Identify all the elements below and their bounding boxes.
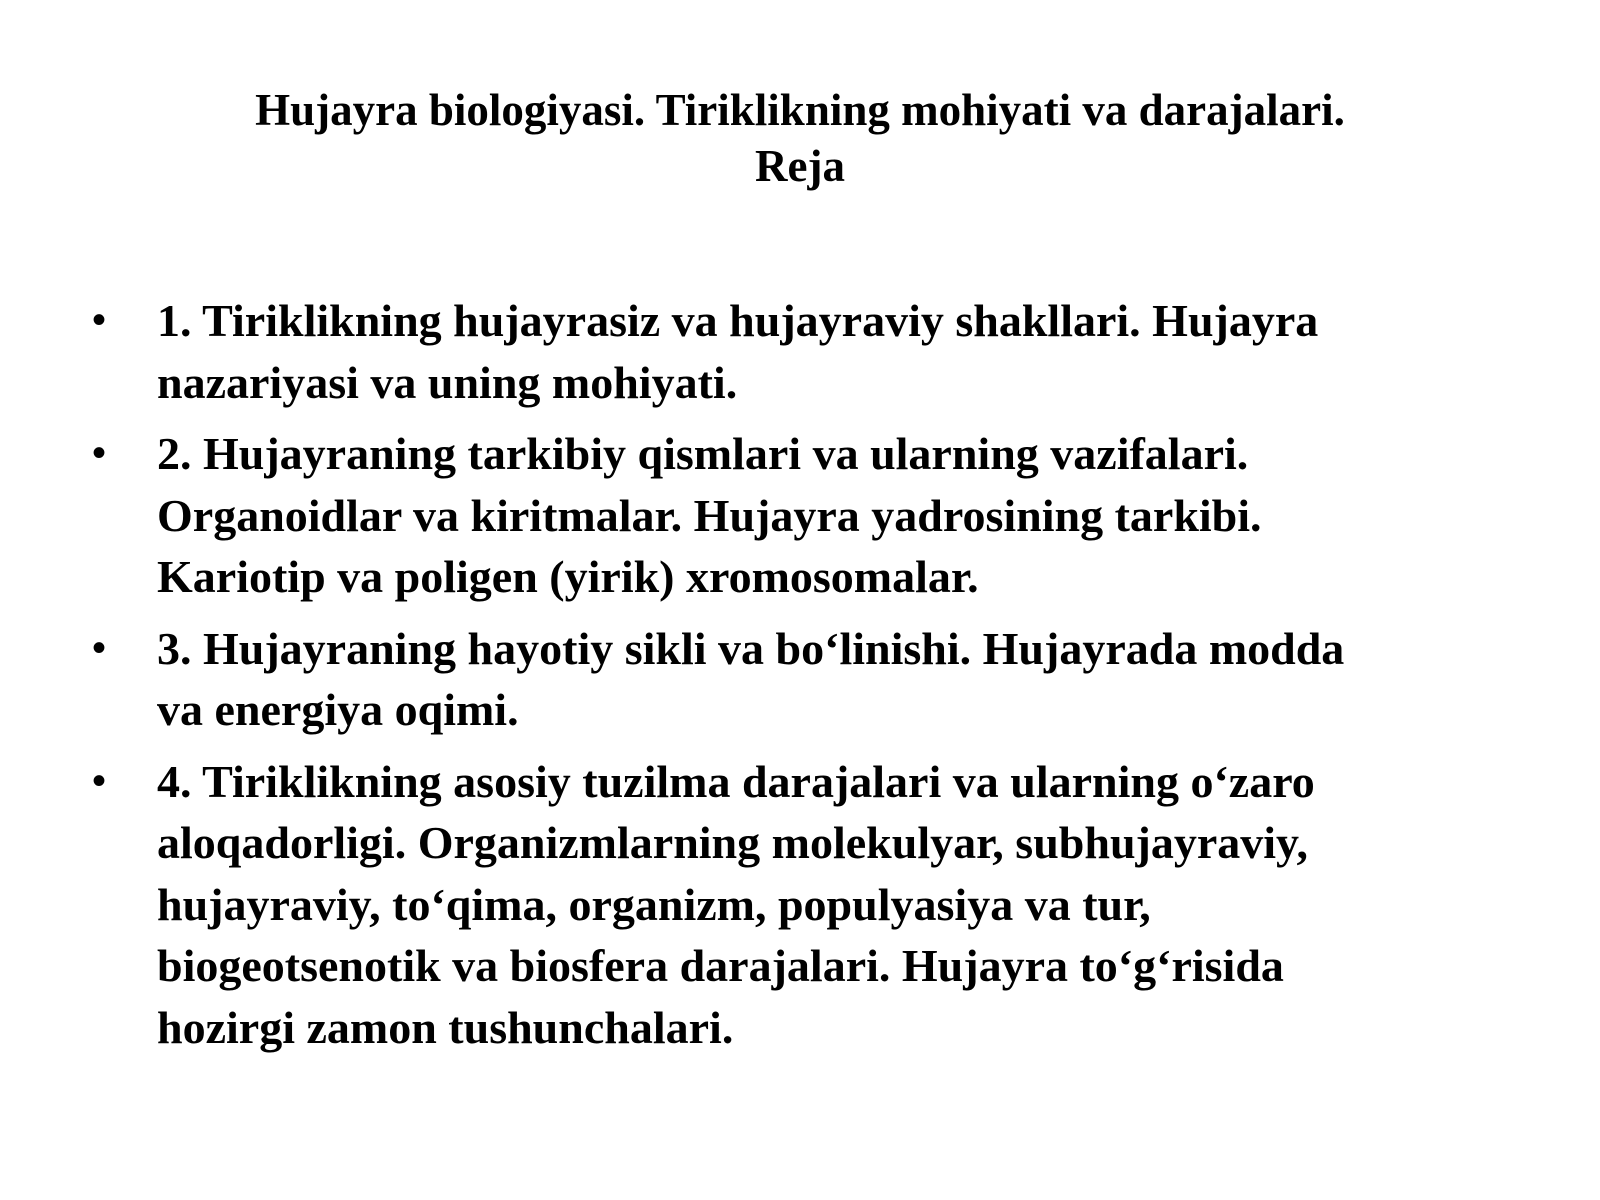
list-item-text	[157, 618, 1552, 741]
list-item-line: aloqadorligi. Organizmlarning molekulyar, subhujayraviy,	[157, 817, 1309, 868]
list-item-text	[157, 290, 1552, 413]
list-item-line: 4. Tiriklikning asosiy tuzilma darajalari va ularning o‘zaro	[157, 755, 1315, 807]
list-item-text	[157, 423, 1552, 608]
bullet-icon: •	[92, 431, 107, 475]
plan-list	[92, 290, 1552, 1068]
list-item-line: 2. Hujayraning tarkibiy qismlari va ularning vazifalari.	[157, 428, 1249, 479]
list-item-line: Kariotip va poligen (yirik) xromosomalar.	[157, 551, 979, 602]
list-item-line: hozirgi zamon tushunchalari.	[157, 1001, 734, 1053]
title-line-subtitle: Reja	[755, 141, 845, 191]
list-item-line: va energiya oqimi.	[157, 684, 519, 735]
bullet-icon: •	[92, 298, 107, 342]
bullet-icon: •	[92, 625, 107, 670]
list-item	[92, 423, 1552, 608]
list-item-text	[157, 751, 1552, 1059]
list-item	[92, 751, 1552, 1059]
bullet-icon: •	[92, 758, 107, 803]
title-line-main: Hujayra biologiyasi. Tiriklikning mohiyati va darajalari.	[255, 85, 1345, 135]
list-item	[92, 618, 1552, 741]
list-item-line: 1. Tiriklikning hujayrasiz va hujayraviy shakllari. Hujayra	[157, 295, 1319, 346]
list-item-line: Organoidlar va kiritmalar. Hujayra yadrosining tarkibi.	[157, 489, 1262, 541]
list-item-line: nazariyasi va uning mohiyati.	[157, 356, 738, 408]
list-item-line: biogeotsenotik va biosfera darajalari. Hujayra to‘g‘risida	[157, 940, 1284, 991]
list-item-line: hujayraviy, to‘qima, organizm, populyasiya va tur,	[157, 878, 1151, 930]
slide-title	[0, 82, 1600, 194]
list-item-line: 3. Hujayraning hayotiy sikli va bo‘linishi. Hujayrada modda	[157, 622, 1345, 674]
list-item	[92, 290, 1552, 413]
